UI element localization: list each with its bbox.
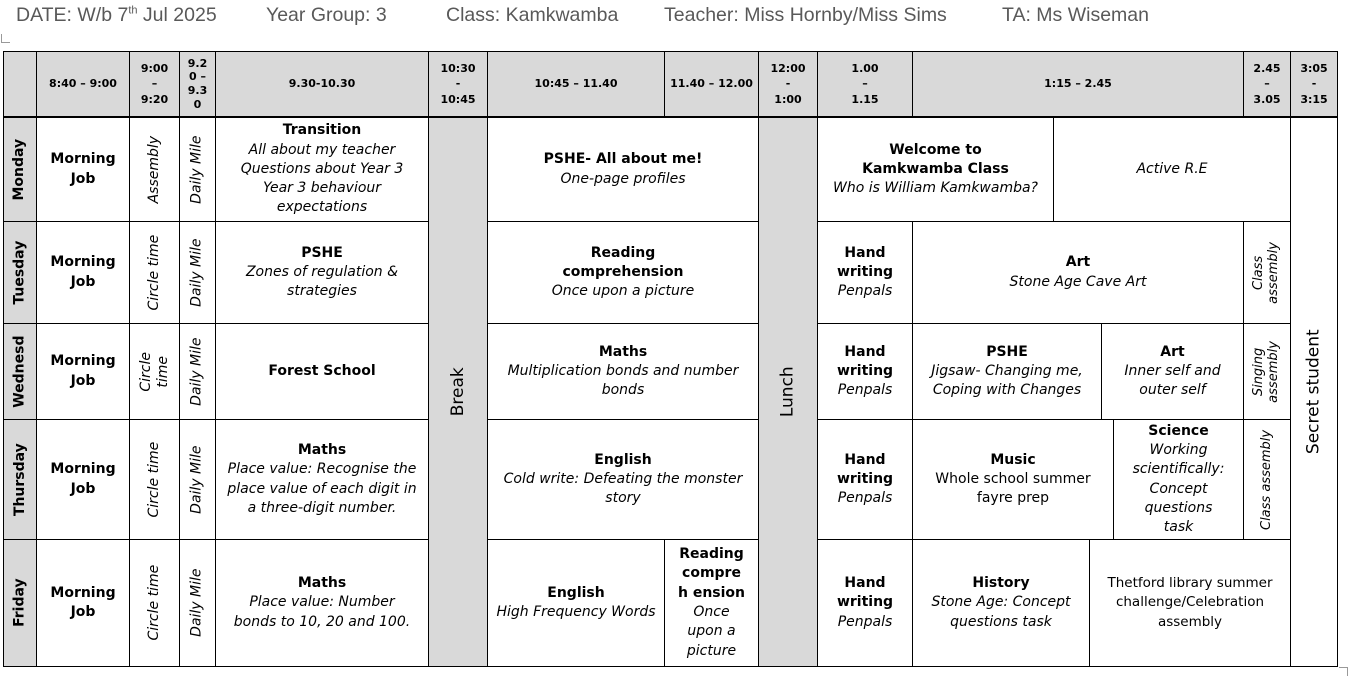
circle-time-wednesday: Circle time bbox=[129, 323, 180, 420]
header-teacher: Teacher: Miss Hornby/Miss Sims bbox=[664, 4, 947, 26]
handwriting-wednesday: Hand writing Penpals bbox=[817, 323, 913, 420]
assembly-monday: Assembly bbox=[129, 117, 180, 222]
lesson-thursday-english: English Cold write: Defeating the monster story bbox=[487, 419, 759, 540]
time-header: 11.40 – 12.00 bbox=[664, 51, 759, 117]
time-header: 1.00 – 1.15 bbox=[817, 51, 913, 117]
time-header: 12:00 - 1:00 bbox=[758, 51, 818, 117]
circle-time-tuesday: Circle time bbox=[129, 221, 180, 324]
corner-mark-top-left bbox=[1, 34, 10, 43]
handwriting-thursday: Hand writing Penpals bbox=[817, 419, 913, 540]
morning-job-thursday: Morning Job bbox=[36, 419, 130, 540]
corner-cell bbox=[3, 51, 37, 117]
time-header: 9.30-10.30 bbox=[215, 51, 429, 117]
lesson-friday-history: History Stone Age: Concept questions task bbox=[912, 539, 1090, 667]
lesson-thursday-maths: Maths Place value: Recognise the place value of each digit in a three-digit number. bbox=[215, 419, 429, 540]
lesson-wednesday-forest-school: Forest School bbox=[215, 323, 429, 420]
morning-job-friday: Morning Job bbox=[36, 539, 130, 667]
lesson-friday-english: English High Frequency Words bbox=[487, 539, 665, 667]
time-header: 1:15 – 2.45 bbox=[912, 51, 1244, 117]
lesson-monday-active-re: Active R.E bbox=[1053, 117, 1291, 222]
lesson-friday-reading: Reading compreh ension Once upon a picture bbox=[664, 539, 759, 667]
daily-mile-monday: Daily Mile bbox=[179, 117, 216, 222]
lesson-tuesday-reading: Reading comprehension Once upon a picture bbox=[487, 221, 759, 324]
circle-time-friday: Circle time bbox=[129, 539, 180, 667]
lesson-thursday-music: Music Whole school summer fayre prep bbox=[912, 419, 1114, 540]
day-label-wednesday: Wednesd bbox=[3, 323, 37, 420]
lesson-thursday-science: Science Working scientifically: Concept questions task bbox=[1113, 419, 1244, 540]
day-label-friday: Friday bbox=[3, 539, 37, 667]
daily-mile-friday: Daily Mile bbox=[179, 539, 216, 667]
time-header: 9:00 – 9:20 bbox=[129, 51, 180, 117]
lesson-tuesday-art: Art Stone Age Cave Art bbox=[912, 221, 1244, 324]
lesson-monday-pshe: PSHE- All about me! One-page profiles bbox=[487, 117, 759, 222]
header-ta: TA: Ms Wiseman bbox=[1002, 4, 1149, 26]
header-class: Class: Kamkwamba bbox=[446, 4, 619, 26]
circle-time-thursday: Circle time bbox=[129, 419, 180, 540]
time-header: 2.45 – 3.05 bbox=[1243, 51, 1291, 117]
handwriting-tuesday: Hand writing Penpals bbox=[817, 221, 913, 324]
morning-job-monday: Morning Job bbox=[36, 117, 130, 222]
singing-assembly-wednesday: Singing assembly bbox=[1243, 323, 1291, 420]
lunch-column: Lunch bbox=[758, 117, 818, 667]
time-header: 10:30 - 10:45 bbox=[428, 51, 488, 117]
morning-job-tuesday: Morning Job bbox=[36, 221, 130, 324]
header-date: DATE: W/b 7th Jul 2025 bbox=[16, 4, 217, 26]
lesson-friday-maths: Maths Place value: Number bonds to 10, 20 and 100. bbox=[215, 539, 429, 667]
break-column: Break bbox=[428, 117, 488, 667]
class-assembly-thursday: Class assembly bbox=[1243, 419, 1291, 540]
day-label-tuesday: Tuesday bbox=[3, 221, 37, 324]
corner-mark-bottom-right bbox=[1339, 667, 1348, 676]
daily-mile-wednesday: Daily Mile bbox=[179, 323, 216, 420]
lesson-wednesday-maths: Maths Multiplication bonds and number bonds bbox=[487, 323, 759, 420]
time-header: 10:45 – 11.40 bbox=[487, 51, 665, 117]
header-year-group: Year Group: 3 bbox=[266, 4, 387, 26]
day-label-thursday: Thursday bbox=[3, 419, 37, 540]
secret-student-column: Secret student bbox=[1290, 117, 1338, 667]
morning-job-wednesday: Morning Job bbox=[36, 323, 130, 420]
lesson-wednesday-art: Art Inner self and outer self bbox=[1101, 323, 1244, 420]
class-assembly-tuesday: Class assembly bbox=[1243, 221, 1291, 324]
handwriting-friday: Hand writing Penpals bbox=[817, 539, 913, 667]
lesson-tuesday-pshe: PSHE Zones of regulation & strategies bbox=[215, 221, 429, 324]
lesson-friday-library: Thetford library summer challenge/Celebration assembly bbox=[1089, 539, 1291, 667]
lesson-monday-welcome: Welcome to Kamkwamba Class Who is William Kamkwamba? bbox=[817, 117, 1054, 222]
time-header: 9.2 0 – 9.3 0 bbox=[179, 51, 216, 117]
day-label-monday: Monday bbox=[3, 117, 37, 222]
lesson-wednesday-pshe: PSHE Jigsaw- Changing me, Coping with Changes bbox=[912, 323, 1102, 420]
lesson-monday-transition: Transition All about my teacher Questions about Year 3 Year 3 behaviour expectations bbox=[215, 117, 429, 222]
daily-mile-tuesday: Daily Mile bbox=[179, 221, 216, 324]
time-header: 8:40 – 9:00 bbox=[36, 51, 130, 117]
daily-mile-thursday: Daily Mile bbox=[179, 419, 216, 540]
time-header: 3:05 - 3:15 bbox=[1290, 51, 1338, 117]
